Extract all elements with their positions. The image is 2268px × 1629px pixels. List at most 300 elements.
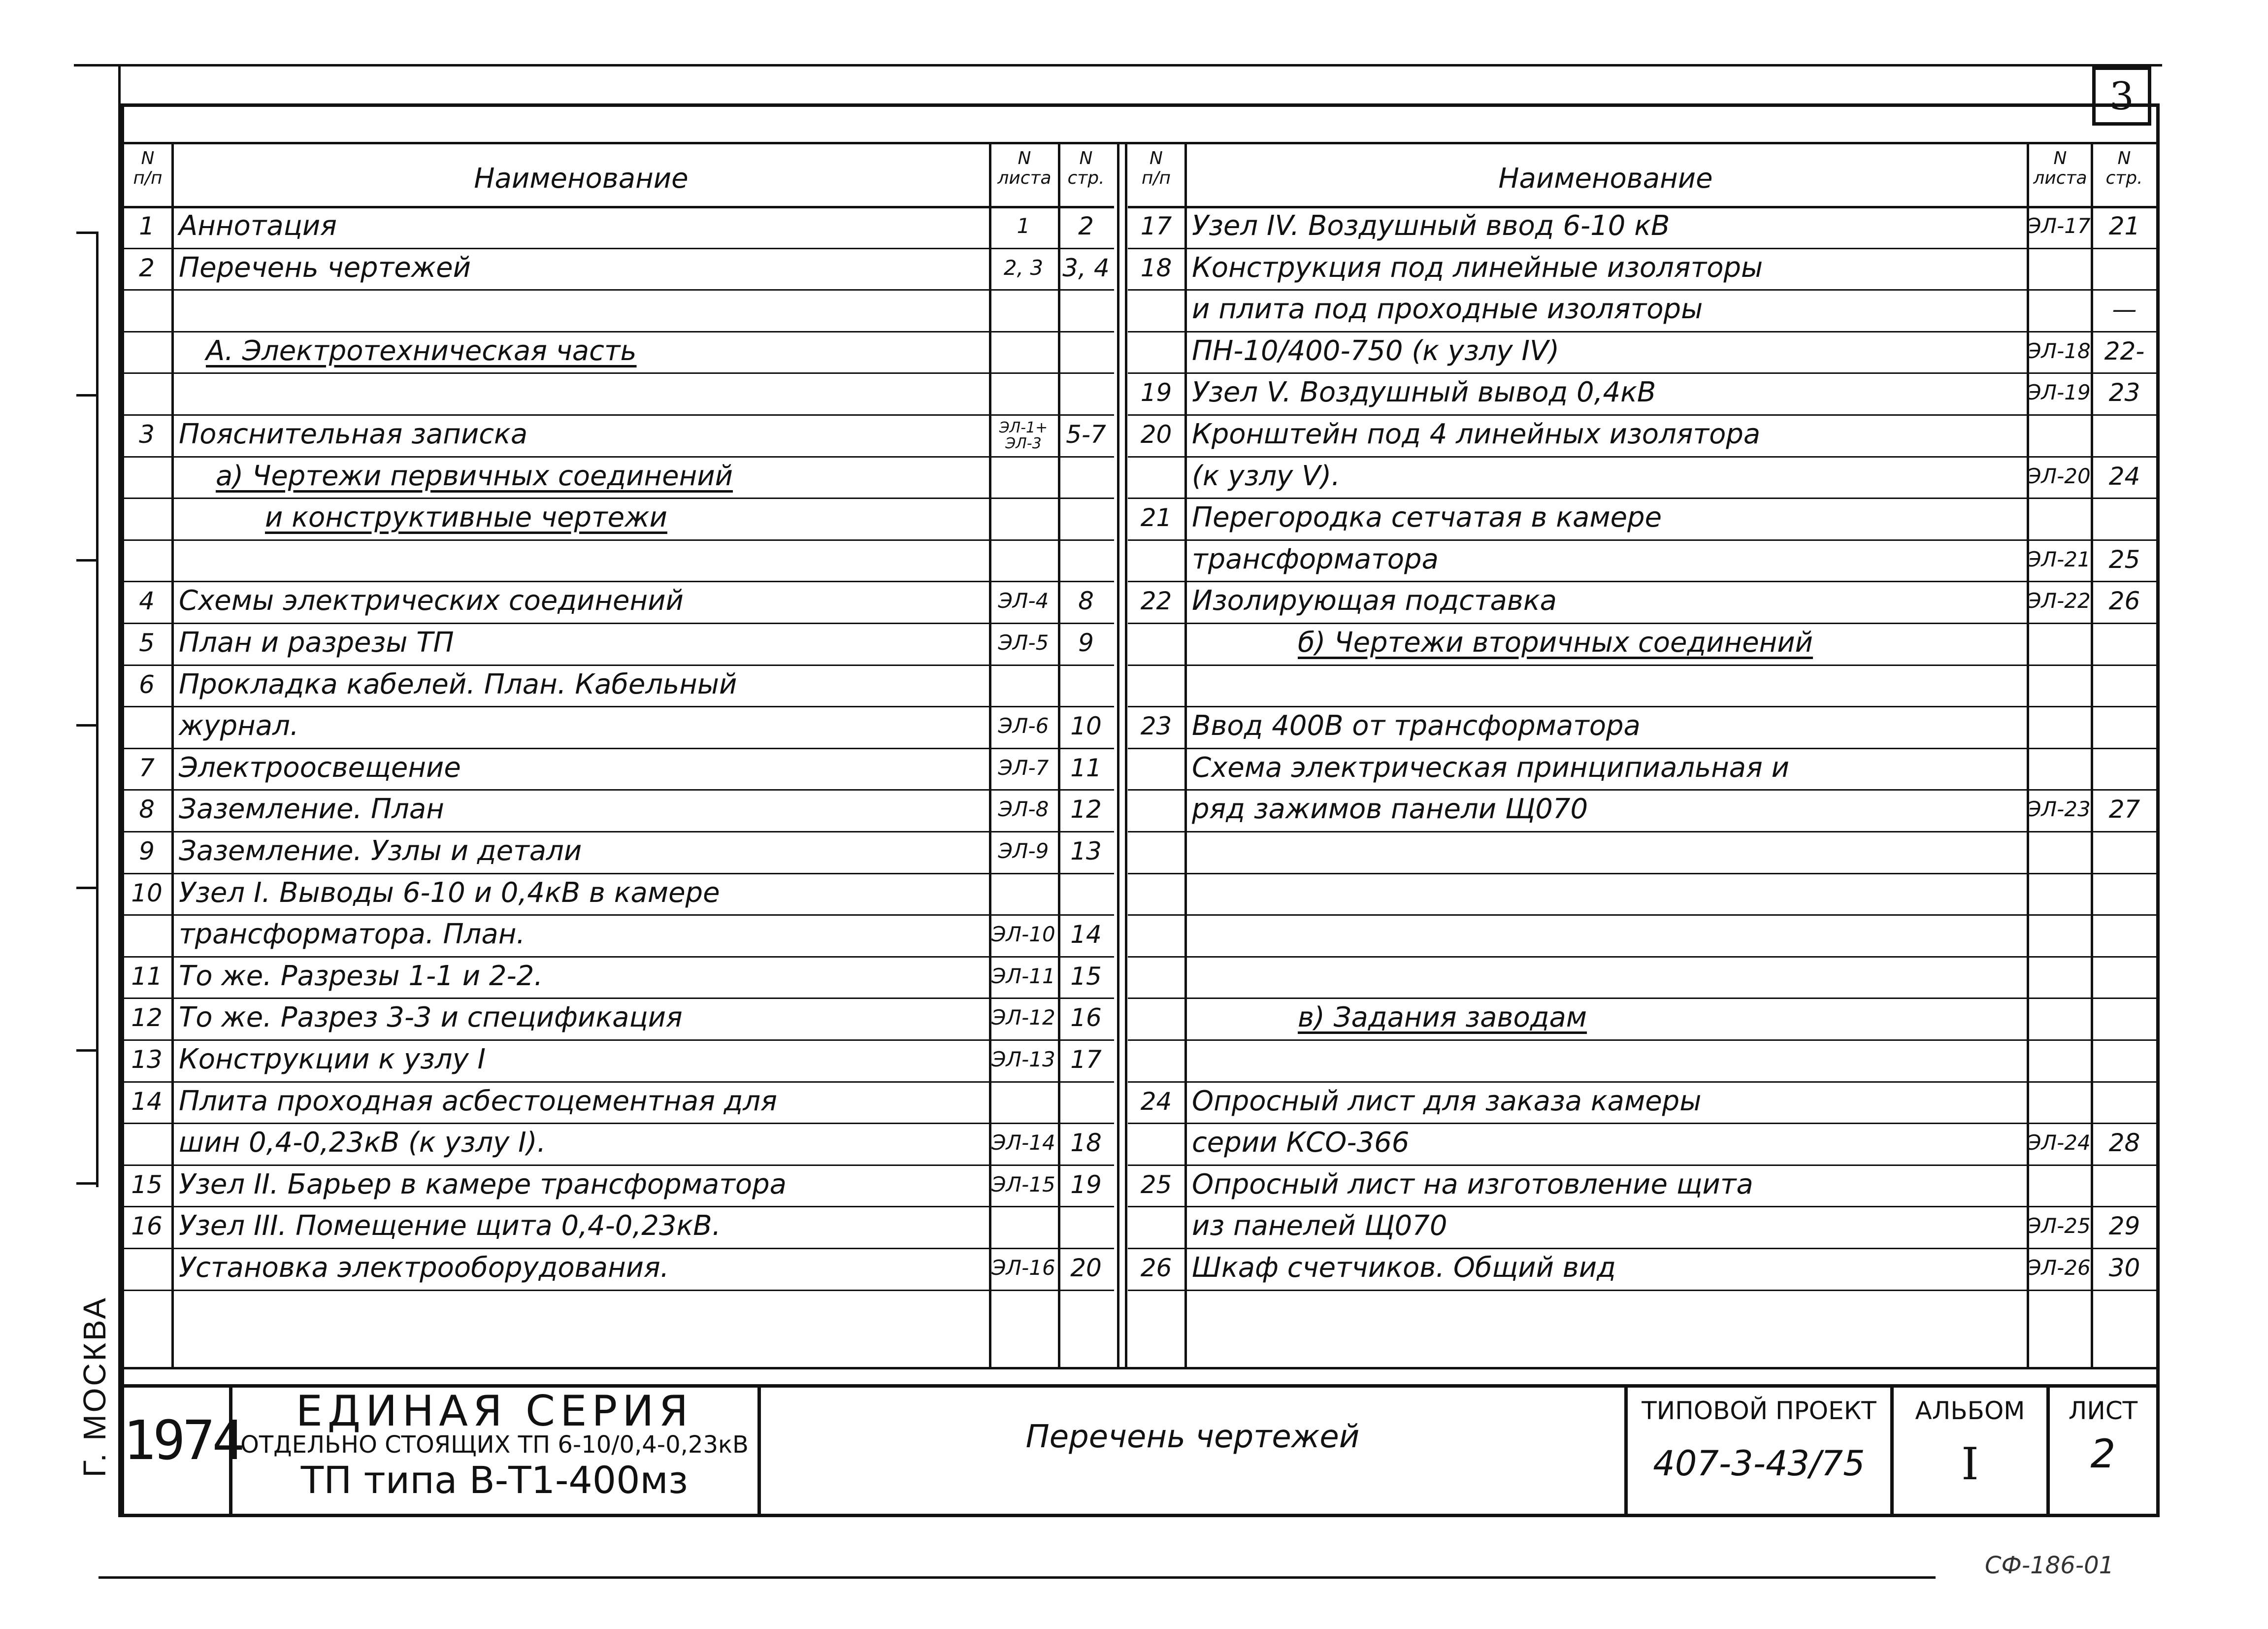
row-number	[1128, 1209, 1184, 1245]
drawing-name: Изолирующая подставка	[1192, 585, 1557, 617]
row-number: 2	[139, 253, 155, 282]
page-number: 18	[1070, 1129, 1102, 1158]
drawing-name: Аннотация	[179, 210, 337, 242]
section-heading: А. Электротехническая часть	[206, 334, 637, 367]
sheet-code	[2027, 1293, 2091, 1329]
row-number: 25	[1140, 1170, 1172, 1199]
drawing-name: Заземление. План	[179, 793, 444, 826]
page-number	[2091, 876, 2158, 912]
city-stamp: Г. МОСКВА	[77, 1296, 112, 1478]
sheet-code: ЭЛ-12	[991, 1005, 1055, 1030]
row-number	[1128, 1042, 1184, 1079]
sheet-code: ЭЛ-9	[998, 839, 1049, 863]
row-number	[122, 1251, 171, 1287]
sheet-code	[2027, 876, 2091, 912]
sheet-code: ЭЛ-6	[998, 714, 1049, 738]
row-rule	[122, 1248, 1114, 1249]
page-number: —	[2112, 295, 2137, 324]
page-number	[1058, 1084, 1114, 1121]
row-rule	[122, 372, 1114, 374]
sheet-code: ЭЛ-21	[2027, 547, 2091, 571]
row-rule	[122, 1206, 1114, 1207]
row-rule	[122, 248, 1114, 249]
row-rule	[122, 1123, 1114, 1124]
drawing-name: журнал.	[179, 710, 299, 742]
row-number: 20	[1140, 420, 1172, 449]
sheet-code: 1	[1017, 214, 1030, 238]
sheet-code: ЭЛ-26	[2027, 1256, 2091, 1280]
row-number: 13	[131, 1045, 163, 1074]
title-block-divider	[1624, 1384, 1628, 1517]
row-rule	[1128, 289, 2158, 291]
header-rule	[122, 206, 1114, 208]
sheet-code: ЭЛ-1+ ЭЛ-3	[999, 419, 1048, 452]
sheet-label: ЛИСТ	[2068, 1396, 2138, 1425]
row-number: 9	[139, 837, 155, 865]
drawing-name: Узел I. Выводы 6-10 и 0,4кВ в камере	[179, 876, 720, 909]
series-title: ЕДИНАЯ СЕРИЯ	[296, 1387, 693, 1436]
sheet-code	[989, 667, 1058, 704]
row-rule	[1128, 789, 2158, 791]
sheet-code: ЭЛ-24	[2027, 1130, 2091, 1155]
row-rule	[122, 414, 1114, 416]
row-rule	[122, 498, 1114, 499]
sheet-code	[989, 500, 1058, 537]
margin-tick	[76, 1182, 96, 1185]
sheet-code: ЭЛ-15	[991, 1172, 1055, 1197]
margin-tick	[76, 394, 96, 397]
page-number	[2091, 834, 2158, 870]
drawing-name: Узел IV. Воздушный ввод 6-10 кВ	[1192, 210, 1670, 242]
left-header-name: Наименование	[474, 163, 689, 195]
page-number: 5-7	[1066, 420, 1106, 449]
left-header-page: N стр.	[1067, 148, 1105, 188]
drawing-name: шин 0,4-0,23кВ (к узлу I).	[179, 1127, 546, 1159]
row-number: 15	[131, 1170, 163, 1199]
row-rule	[122, 1290, 1114, 1291]
sheet-code	[989, 459, 1058, 496]
drawing-name: и плита под проходные изоляторы	[1192, 293, 1703, 326]
row-rule	[122, 914, 1114, 916]
row-rule	[122, 1081, 1114, 1083]
drawing-name: (к узлу V).	[1192, 460, 1341, 492]
drawing-name: Прокладка кабелей. План. Кабельный	[179, 668, 737, 700]
page-number: 19	[1070, 1170, 1102, 1199]
row-rule	[1128, 1290, 2158, 1291]
row-number	[1128, 292, 1184, 329]
page-number	[1058, 459, 1114, 496]
table-separator	[1125, 143, 1127, 1369]
sheet-value: 2	[2090, 1431, 2116, 1477]
page-number: 11	[1070, 753, 1102, 782]
page-number: 12	[1070, 795, 1102, 824]
row-number	[122, 292, 171, 329]
sheet-code	[2027, 626, 2091, 662]
row-rule	[122, 956, 1114, 958]
row-rule	[1128, 372, 2158, 374]
row-number: 17	[1140, 212, 1172, 240]
title-block-divider	[1890, 1384, 1894, 1517]
sheet-code	[989, 1293, 1058, 1329]
row-number	[1128, 334, 1184, 370]
page-number	[1058, 667, 1114, 704]
album-label: АЛЬБОМ	[1915, 1396, 2025, 1425]
row-number	[122, 709, 171, 745]
sheet-code: ЭЛ-20	[2027, 464, 2091, 488]
row-number	[1128, 917, 1184, 954]
row-number	[1128, 459, 1184, 496]
drawing-name: Схема электрическая принципиальная и	[1192, 751, 1789, 784]
row-rule	[1128, 1164, 2158, 1166]
drawing-name: Опросный лист для заказа камеры	[1192, 1085, 1702, 1117]
sheet-code	[2027, 417, 2091, 454]
page-number	[2091, 626, 2158, 662]
project-number: 407-3-43/75	[1653, 1443, 1865, 1484]
row-number: 5	[139, 629, 155, 657]
row-number: 8	[139, 795, 155, 824]
sheet-code	[2027, 1042, 2091, 1079]
left-header-sheet: N листа	[997, 148, 1052, 188]
row-number	[1128, 1126, 1184, 1162]
drawing-name: Кронштейн под 4 линейных изолятора	[1192, 418, 1761, 450]
drawing-name: Перегородка сетчатая в камере	[1192, 501, 1662, 534]
margin-tick	[76, 887, 96, 889]
margin-tick	[76, 232, 96, 234]
row-rule	[1128, 665, 2158, 666]
row-rule	[1128, 248, 2158, 249]
row-number: 1	[139, 212, 155, 240]
row-rule	[1128, 456, 2158, 458]
row-rule	[122, 748, 1114, 749]
row-number	[122, 917, 171, 954]
sheet-code	[2027, 292, 2091, 329]
row-rule	[122, 665, 1114, 666]
page-number: 10	[1070, 712, 1102, 741]
row-number: 12	[131, 1003, 163, 1032]
drawing-name: Схемы электрических соединений	[179, 585, 684, 617]
page-number: 29	[2108, 1212, 2140, 1241]
column-rule	[171, 143, 174, 1369]
drawing-name: Ввод 400В от трансформатора	[1192, 710, 1641, 742]
row-number: 22	[1140, 587, 1172, 616]
table-bottom-rule	[121, 1367, 2160, 1369]
row-rule	[122, 873, 1114, 874]
sheet-code	[2027, 1167, 2091, 1204]
page-number	[2091, 1293, 2158, 1329]
page-number: 27	[2108, 795, 2140, 824]
sheet-number: 3	[2092, 66, 2151, 126]
row-number	[122, 459, 171, 496]
sheet-code	[989, 876, 1058, 912]
row-rule	[1128, 831, 2158, 832]
page-number: 14	[1070, 920, 1102, 949]
row-number: 6	[139, 670, 155, 699]
sheet-code: ЭЛ-11	[991, 964, 1055, 988]
sheet-code: ЭЛ-13	[991, 1047, 1055, 1071]
row-rule	[122, 331, 1114, 332]
row-rule	[122, 623, 1114, 624]
row-rule	[122, 706, 1114, 707]
margin-tick	[76, 559, 96, 562]
row-rule	[1128, 581, 2158, 582]
row-rule	[1128, 956, 2158, 958]
section-heading: б) Чертежи вторичных соединений	[1298, 627, 1813, 659]
row-rule	[122, 997, 1114, 999]
page-number	[2091, 959, 2158, 996]
row-rule	[1128, 914, 2158, 916]
row-rule	[1128, 1039, 2158, 1041]
page-number: 16	[1070, 1003, 1102, 1032]
row-rule	[1128, 1248, 2158, 1249]
row-number	[122, 1293, 171, 1329]
row-rule	[1128, 414, 2158, 416]
page-number: 21	[2108, 212, 2140, 240]
row-rule	[122, 1164, 1114, 1166]
row-rule	[1128, 1206, 2158, 1207]
drawing-name: трансформатора	[1192, 543, 1439, 575]
page-number: 17	[1070, 1045, 1102, 1074]
row-rule	[122, 789, 1114, 791]
row-number: 18	[1140, 253, 1172, 282]
section-heading: в) Задания заводам	[1298, 1001, 1587, 1034]
drawing-name: План и разрезы ТП	[179, 627, 454, 659]
page-number: 26	[2108, 587, 2140, 616]
sheet-code	[2027, 917, 2091, 954]
row-rule	[122, 289, 1114, 291]
page-number: 25	[2108, 545, 2140, 574]
row-rule	[1128, 873, 2158, 874]
row-number: 3	[139, 420, 155, 449]
page-number: 23	[2108, 378, 2140, 407]
header-rule	[1128, 206, 2158, 208]
row-rule	[1128, 1123, 2158, 1124]
sheet-code	[2027, 251, 2091, 287]
drawing-name: Узел V. Воздушный вывод 0,4кВ	[1192, 376, 1656, 409]
sheet-code	[989, 542, 1058, 579]
project-label: ТИПОВОЙ ПРОЕКТ	[1642, 1396, 1876, 1425]
row-number	[122, 500, 171, 537]
drawing-name: Конструкции к узлу I	[179, 1043, 486, 1075]
sheet-code: ЭЛ-14	[991, 1130, 1055, 1155]
row-number: 7	[139, 753, 155, 782]
drawing-name: То же. Разрез 3-3 и спецификация	[179, 1001, 683, 1034]
row-number	[122, 542, 171, 579]
row-rule	[1128, 706, 2158, 707]
row-number	[1128, 626, 1184, 662]
drawing-name: Электроосвещение	[179, 751, 461, 784]
album-number: I	[1961, 1438, 1979, 1490]
page-number	[2091, 500, 2158, 537]
title-year: 1974	[123, 1409, 242, 1472]
row-number: 19	[1140, 378, 1172, 407]
sheet-code	[989, 375, 1058, 412]
drawing-name: Перечень чертежей	[179, 251, 471, 284]
row-rule	[122, 456, 1114, 458]
margin-tick	[76, 724, 96, 727]
series-subtitle: ОТДЕЛЬНО СТОЯЩИХ ТП 6-10/0,4-0,23кВ	[240, 1431, 749, 1459]
sheet-code: ЭЛ-4	[998, 589, 1049, 613]
page-number	[1058, 375, 1114, 412]
right-header-page: N стр.	[2105, 148, 2143, 188]
sheet-code: ЭЛ-25	[2027, 1214, 2091, 1238]
section-heading: а) Чертежи первичных соединений	[216, 460, 733, 492]
sheet-code	[989, 1084, 1058, 1121]
row-rule	[1128, 623, 2158, 624]
page-number: 30	[2108, 1254, 2140, 1282]
page-number	[2091, 751, 2158, 787]
sheet-code	[989, 1209, 1058, 1245]
page-number: 24	[2108, 462, 2140, 491]
row-number	[1128, 667, 1184, 704]
sheet-code: ЭЛ-18	[2027, 338, 2091, 363]
page-number	[1058, 542, 1114, 579]
sheet-code: ЭЛ-17	[2027, 214, 2091, 238]
section-heading: и конструктивные чертежи	[265, 501, 667, 534]
sheet-code: ЭЛ-23	[2027, 797, 2091, 822]
drawing-name: То же. Разрезы 1-1 и 2-2.	[179, 960, 543, 992]
header-top-rule	[121, 142, 2160, 144]
sheet-code	[989, 334, 1058, 370]
top-border-extension	[74, 64, 2162, 66]
document-title: Перечень чертежей	[1025, 1419, 1360, 1455]
sheet-code	[2027, 667, 2091, 704]
page-number	[1058, 876, 1114, 912]
row-number: 26	[1140, 1254, 1172, 1282]
page-number: 28	[2108, 1129, 2140, 1158]
row-rule	[1128, 331, 2158, 332]
drawing-name: Узел II. Барьер в камере трансформатора	[179, 1168, 787, 1200]
drawing-name: Узел III. Помещение щита 0,4-0,23кВ.	[179, 1210, 721, 1242]
page-number	[2091, 709, 2158, 745]
margin-bracket	[96, 232, 99, 1187]
page-number	[1058, 1209, 1114, 1245]
drawing-name: Пояснительная записка	[179, 418, 528, 450]
drawing-name: трансформатора. План.	[179, 918, 526, 951]
row-number	[122, 334, 171, 370]
sheet-code: ЭЛ-8	[998, 797, 1049, 822]
row-rule	[1128, 539, 2158, 541]
row-number: 16	[131, 1212, 163, 1241]
sheet-code: ЭЛ-7	[998, 755, 1049, 780]
row-rule	[122, 831, 1114, 832]
drawing-name: из панелей Щ070	[1192, 1210, 1447, 1242]
sheet-code: ЭЛ-16	[991, 1256, 1055, 1280]
sheet-code	[2027, 1000, 2091, 1037]
page-number	[1058, 1293, 1114, 1329]
row-rule	[1128, 1081, 2158, 1083]
row-number	[1128, 542, 1184, 579]
footer-code: СФ-186-01	[1985, 1552, 2114, 1579]
page-number: 3, 4	[1062, 253, 1110, 282]
series-type: ТП типа В-Т1-400мз	[300, 1458, 689, 1502]
row-number	[1128, 1293, 1184, 1329]
row-number	[1128, 1000, 1184, 1037]
page-number: 2	[1078, 212, 1094, 240]
page-number	[1058, 292, 1114, 329]
drawing-name: Заземление. Узлы и детали	[179, 835, 582, 867]
page-number	[2091, 251, 2158, 287]
sheet-code: ЭЛ-19	[2027, 380, 2091, 405]
page-number	[2091, 417, 2158, 454]
drawing-name: Шкаф счетчиков. Общий вид	[1192, 1252, 1616, 1284]
row-number: 4	[139, 587, 155, 616]
row-number	[122, 1126, 171, 1162]
page-number	[2091, 1167, 2158, 1204]
bottom-line	[99, 1576, 1936, 1579]
drawing-name: Конструкция под линейные изоляторы	[1192, 251, 1763, 284]
drawing-name: ПН-10/400-750 (к узлу IV)	[1192, 334, 1560, 367]
row-rule	[122, 581, 1114, 582]
page-number: 22-	[2104, 336, 2145, 366]
table-separator	[1117, 143, 1119, 1369]
sheet-code	[2027, 500, 2091, 537]
row-number: 21	[1140, 503, 1172, 532]
row-number: 11	[131, 962, 163, 991]
page-number	[2091, 1000, 2158, 1037]
row-rule	[1128, 498, 2158, 499]
sheet-code: ЭЛ-22	[2027, 589, 2091, 613]
drawing-name: серии КСО-366	[1192, 1127, 1410, 1159]
title-block-divider	[757, 1384, 761, 1517]
column-rule	[1184, 143, 1187, 1369]
row-number	[1128, 834, 1184, 870]
sheet-code	[2027, 751, 2091, 787]
row-number: 23	[1140, 712, 1172, 741]
sheet-code: ЭЛ-10	[991, 922, 1055, 947]
row-rule	[1128, 748, 2158, 749]
page-number: 20	[1070, 1254, 1102, 1282]
page-number: 15	[1070, 962, 1102, 991]
sheet-code	[2027, 834, 2091, 870]
drawing-name: Плита проходная асбестоцементная для	[179, 1085, 777, 1117]
sheet-code	[2027, 1084, 2091, 1121]
page-number	[1058, 500, 1114, 537]
drawing-name: Опросный лист на изготовление щита	[1192, 1168, 1753, 1200]
row-rule	[122, 539, 1114, 541]
sheet-code	[2027, 959, 2091, 996]
row-rule	[122, 1039, 1114, 1041]
row-number: 14	[131, 1087, 163, 1116]
row-number: 24	[1140, 1087, 1172, 1116]
page-number	[2091, 1042, 2158, 1079]
row-number	[1128, 876, 1184, 912]
sheet-code: ЭЛ-5	[998, 631, 1049, 655]
drawing-name: ряд зажимов панели Щ070	[1192, 793, 1588, 826]
right-header-num: N п/п	[1141, 148, 1171, 188]
sheet-code: 2, 3	[1003, 255, 1044, 280]
page-number	[2091, 1084, 2158, 1121]
page-number: 8	[1078, 587, 1094, 616]
sheet-code	[989, 292, 1058, 329]
page-number	[2091, 667, 2158, 704]
row-number	[1128, 959, 1184, 996]
page-number: 9	[1078, 629, 1094, 657]
page-number: 13	[1070, 837, 1102, 865]
margin-tick	[76, 1049, 96, 1052]
sheet-code	[2027, 709, 2091, 745]
page-number	[2091, 917, 2158, 954]
row-number	[1128, 792, 1184, 829]
row-number: 10	[131, 878, 163, 907]
left-header-num: N п/п	[133, 148, 163, 188]
row-number	[122, 375, 171, 412]
drawing-name: Установка электрооборудования.	[179, 1252, 669, 1284]
row-number	[1128, 751, 1184, 787]
right-header-sheet: N листа	[2033, 148, 2087, 188]
row-rule	[1128, 997, 2158, 999]
page-number	[1058, 334, 1114, 370]
right-header-name: Наименование	[1498, 163, 1713, 195]
